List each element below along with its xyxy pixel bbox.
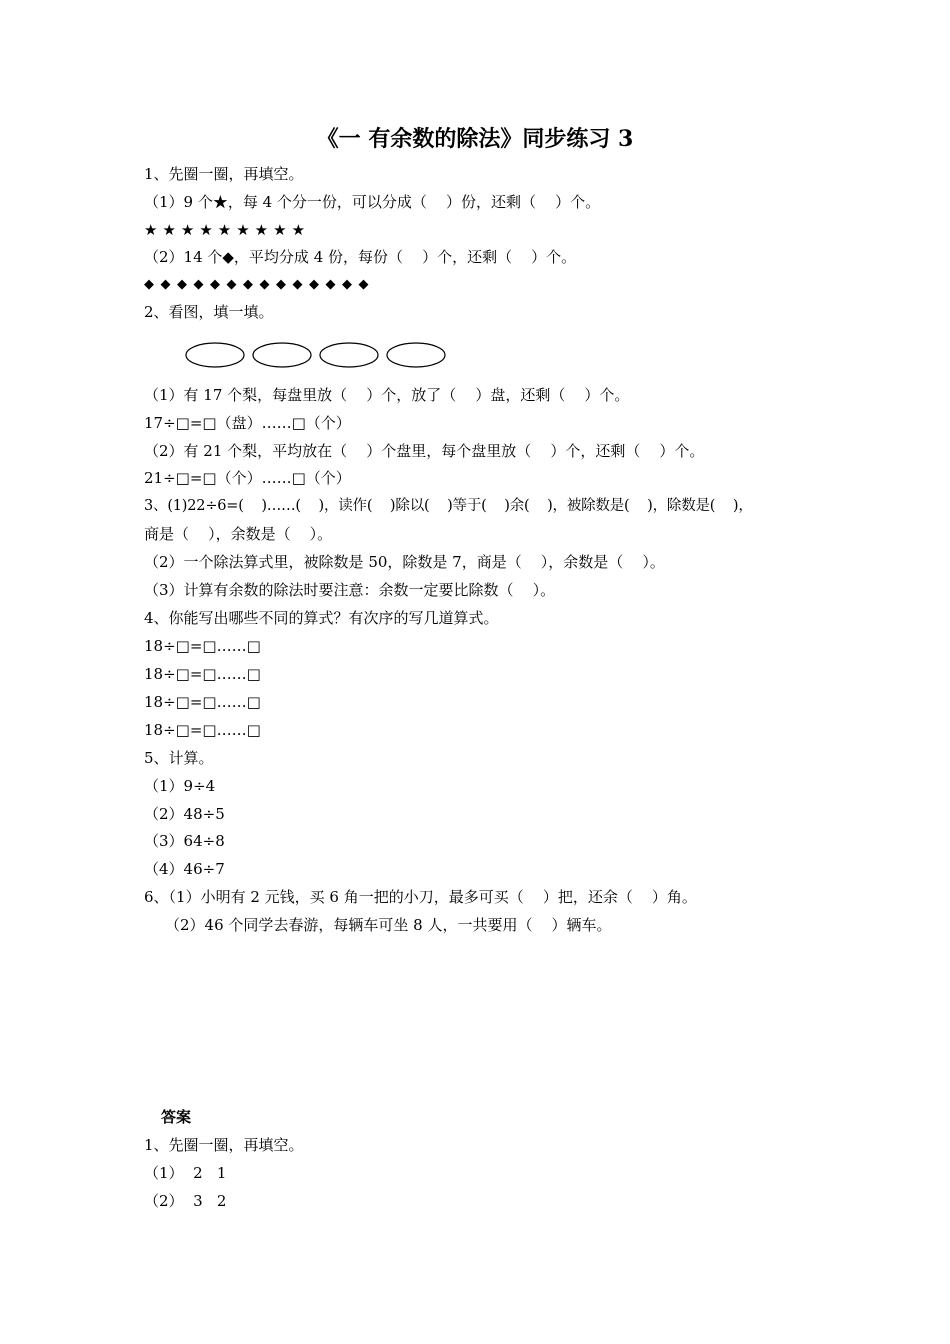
q2-equation2: 21÷□=□（个）……□（个）	[144, 469, 351, 487]
q4-equation: 18÷□=□……□	[144, 665, 261, 683]
plate-ovals	[185, 341, 455, 371]
q5-item: （4）46÷7	[144, 860, 225, 878]
q3-line2: 商是（ ），余数是（ ）。	[144, 525, 333, 543]
q2-heading: 2、看图，填一填。	[144, 303, 274, 321]
q3-part2: （2）一个除法算式里，被除数是 50，除数是 7，商是（ ），余数是（ ）。	[144, 553, 665, 571]
q1-heading: 1、先圈一圈，再填空。	[144, 165, 304, 183]
diamond-row: ◆◆◆◆◆◆◆◆◆◆◆◆◆◆	[144, 277, 375, 292]
q2-part2: （2）有 21 个梨，平均放在（ ）个盘里，每个盘里放（ ）个，还剩（ ）个。	[144, 442, 705, 460]
q1-part1: （1）9 个★，每 4 个分一份，可以分成（ ）份，还剩（ ）个。	[144, 193, 601, 211]
plate-oval	[253, 343, 311, 367]
plate-oval	[186, 343, 244, 367]
answer-q1-part2: （2） 3 2	[144, 1192, 227, 1210]
q3-line1: 3、(1)22÷6=( )……( )，读作( )除以( )等于( )余( )，被除数是( )，除数是( )，	[144, 498, 753, 514]
star-row: ★★★★★★★★★	[144, 221, 311, 239]
answers-heading: 答案	[161, 1108, 192, 1126]
page-title: 《一 有余数的除法》同步练习 3	[316, 126, 634, 152]
plate-oval	[320, 343, 378, 367]
answer-q1-heading: 1、先圈一圈，再填空。	[144, 1136, 304, 1154]
q3-part3: （3）计算有余数的除法时要注意：余数一定要比除数（ ）。	[144, 581, 556, 599]
q1-part2: （2）14 个◆，平均分成 4 份，每份（ ）个，还剩（ ）个。	[144, 248, 577, 266]
q5-heading: 5、计算。	[144, 749, 214, 767]
q4-equation: 18÷□=□……□	[144, 721, 261, 739]
q5-item: （2）48÷5	[144, 805, 225, 823]
q6-part2: （2）46 个同学去春游，每辆车可坐 8 人，一共要用（ ）辆车。	[165, 916, 612, 934]
q5-item: （3）64÷8	[144, 832, 225, 850]
q2-equation1: 17÷□=□（盘）……□（个）	[144, 414, 351, 432]
plate-oval	[387, 343, 445, 367]
q4-equation: 18÷□=□……□	[144, 693, 261, 711]
q4-heading: 4、你能写出哪些不同的算式？有次序的写几道算式。	[144, 609, 499, 627]
q4-equation: 18÷□=□……□	[144, 637, 261, 655]
q5-item: （1）9÷4	[144, 777, 216, 795]
q2-part1: （1）有 17 个梨，每盘里放（ ）个，放了（ ）盘，还剩（ ）个。	[144, 386, 630, 404]
answer-q1-part1: （1） 2 1	[144, 1164, 227, 1182]
q6-part1: 6、（1）小明有 2 元钱，买 6 角一把的小刀，最多可买（ ）把，还余（ ）角。	[144, 888, 697, 906]
